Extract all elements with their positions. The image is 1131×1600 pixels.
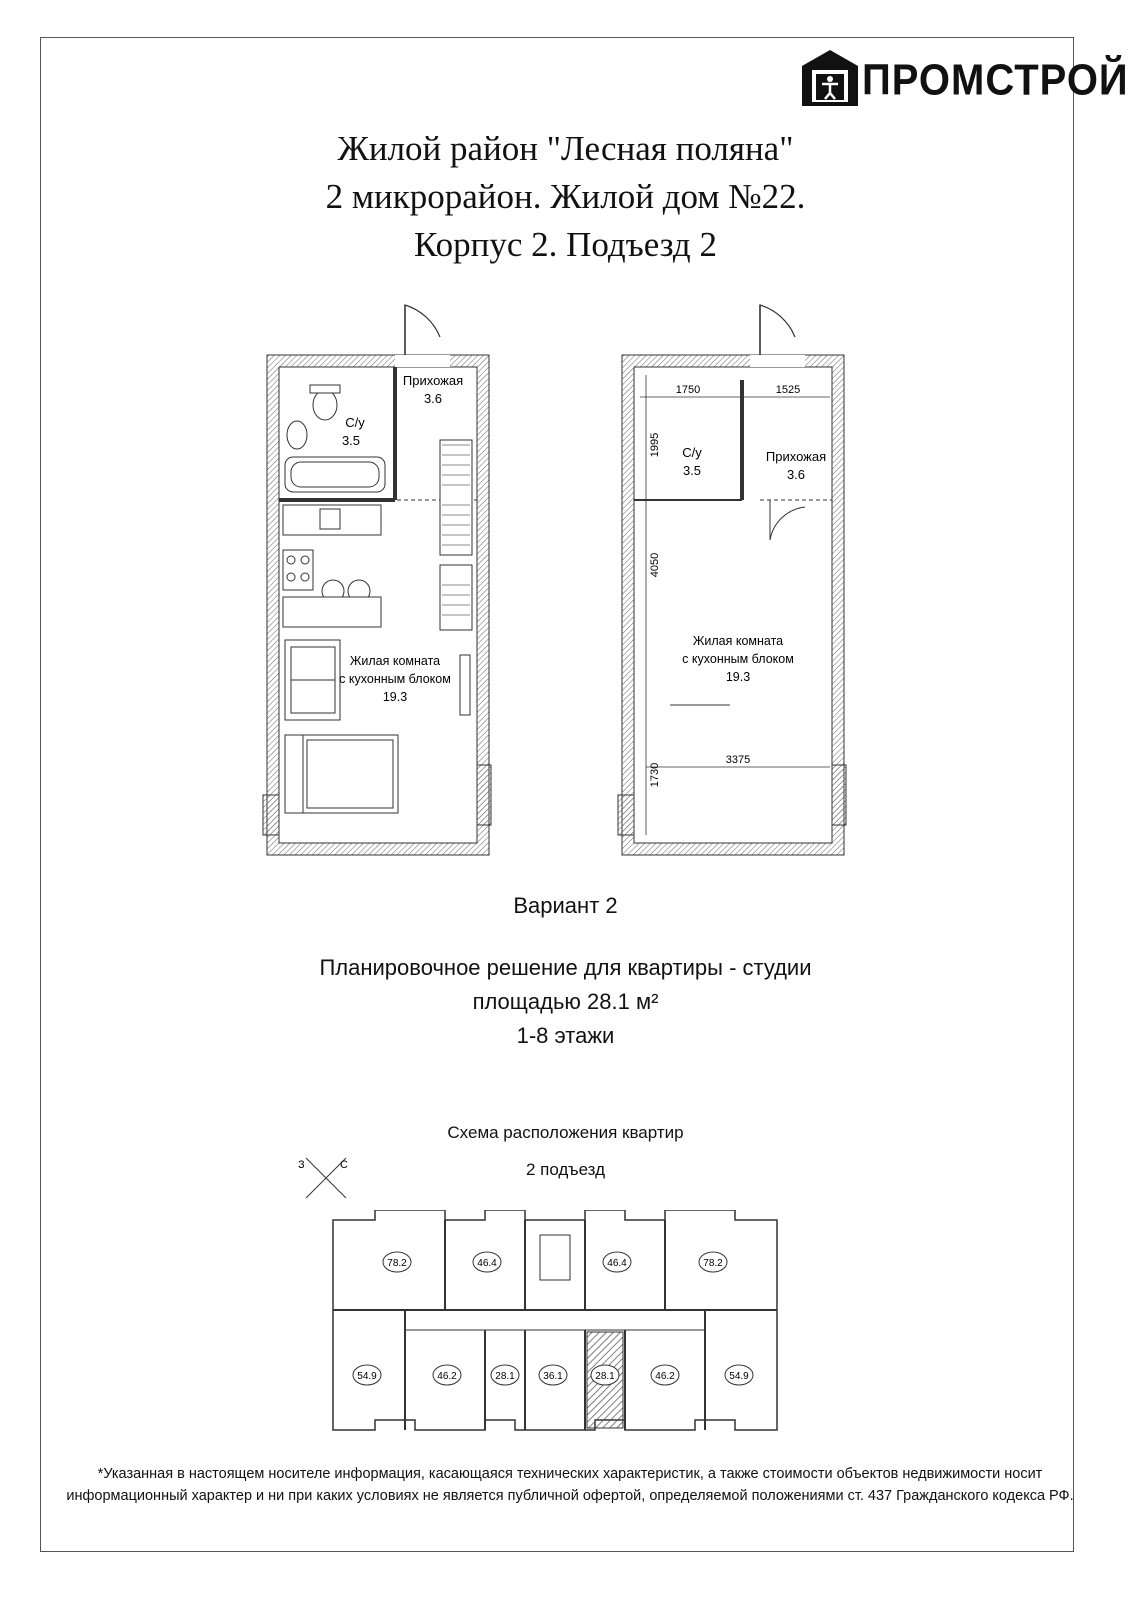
dining-table — [283, 597, 381, 627]
wardrobe — [440, 440, 472, 555]
room-area: 19.3 — [382, 690, 408, 704]
unit-area-label: 54.9 — [357, 1371, 377, 1382]
page-title-line1: Жилой район "Лесная поляна" — [337, 129, 794, 168]
scheme-title: Схема расположения квартир — [447, 1123, 684, 1142]
dim-left-upper: 1995 — [649, 432, 661, 458]
variant-label: Вариант 2 — [513, 893, 618, 918]
hall-label: Прихожая — [765, 449, 827, 464]
compass-west: З — [298, 1159, 305, 1171]
footnote-line1: *Указанная в настоящем носителе информация, касающаяся технических характеристик, а также стоимости объектов недвижимости носит — [97, 1466, 1043, 1482]
hall-area: 3.6 — [786, 467, 806, 482]
bath-area: 3.5 — [341, 433, 361, 448]
dim-top-left: 1750 — [675, 384, 701, 396]
unit-area-label: 46.2 — [437, 1371, 457, 1382]
bath-area: 3.5 — [682, 463, 702, 478]
unit-area-label: 28.1 — [495, 1371, 515, 1382]
building-scheme — [325, 1210, 785, 1440]
stove — [283, 550, 313, 590]
room-label-line2: с кухонным блоком — [682, 652, 794, 666]
room-label-line1: Жилая комната — [692, 634, 784, 648]
unit-area-label: 46.4 — [477, 1258, 497, 1269]
dim-left-lower: 1730 — [649, 762, 661, 788]
dim-left-middle: 4050 — [649, 552, 661, 578]
sink — [287, 421, 307, 449]
unit-area-label: 28.1 — [595, 1371, 615, 1382]
room-area: 19.3 — [725, 670, 751, 684]
entrance-label: 2 подъезд — [525, 1160, 606, 1179]
dimensioned-floor-plan — [610, 295, 860, 865]
description-line2: площадью 28.1 м² — [472, 989, 659, 1014]
dim-bottom: 3375 — [725, 754, 751, 766]
page-title-line2: 2 микрорайон. Жилой дом №22. — [325, 177, 806, 216]
unit-area-label: 36.1 — [543, 1371, 563, 1382]
unit-area-label: 54.9 — [729, 1371, 749, 1382]
footnote-line2: информационный характер и ни при каких условиях не является публичной офертой, определяемой положениями ст. 437 Гражданского кодекса РФ. — [66, 1488, 1074, 1504]
description-line3: 1-8 этажи — [516, 1023, 615, 1048]
description-line1: Планировочное решение для квартиры - студии — [319, 955, 812, 980]
hall-label: Прихожая — [402, 373, 464, 388]
unit-area-label: 78.2 — [387, 1258, 407, 1269]
toilet — [313, 390, 337, 420]
unit-area-label: 46.4 — [607, 1258, 627, 1269]
room-label-line1: Жилая комната — [349, 654, 441, 668]
entrance-door-swing — [405, 305, 440, 360]
company-name: ПРОМСТРОЙ — [862, 55, 1129, 105]
hall-area: 3.6 — [423, 391, 443, 406]
dim-top-right: 1525 — [775, 384, 801, 396]
bath-label: С/у — [682, 445, 702, 460]
page-title-line3: Корпус 2. Подъезд 2 — [413, 225, 717, 264]
unit-area-label: 78.2 — [703, 1258, 723, 1269]
furnished-floor-plan — [255, 295, 505, 865]
unit-area-label: 46.2 — [655, 1371, 675, 1382]
compass — [290, 1148, 370, 1208]
bath-label: С/у — [345, 415, 365, 430]
room-label-line2: с кухонным блоком — [339, 672, 451, 686]
compass-north: С — [340, 1159, 348, 1171]
